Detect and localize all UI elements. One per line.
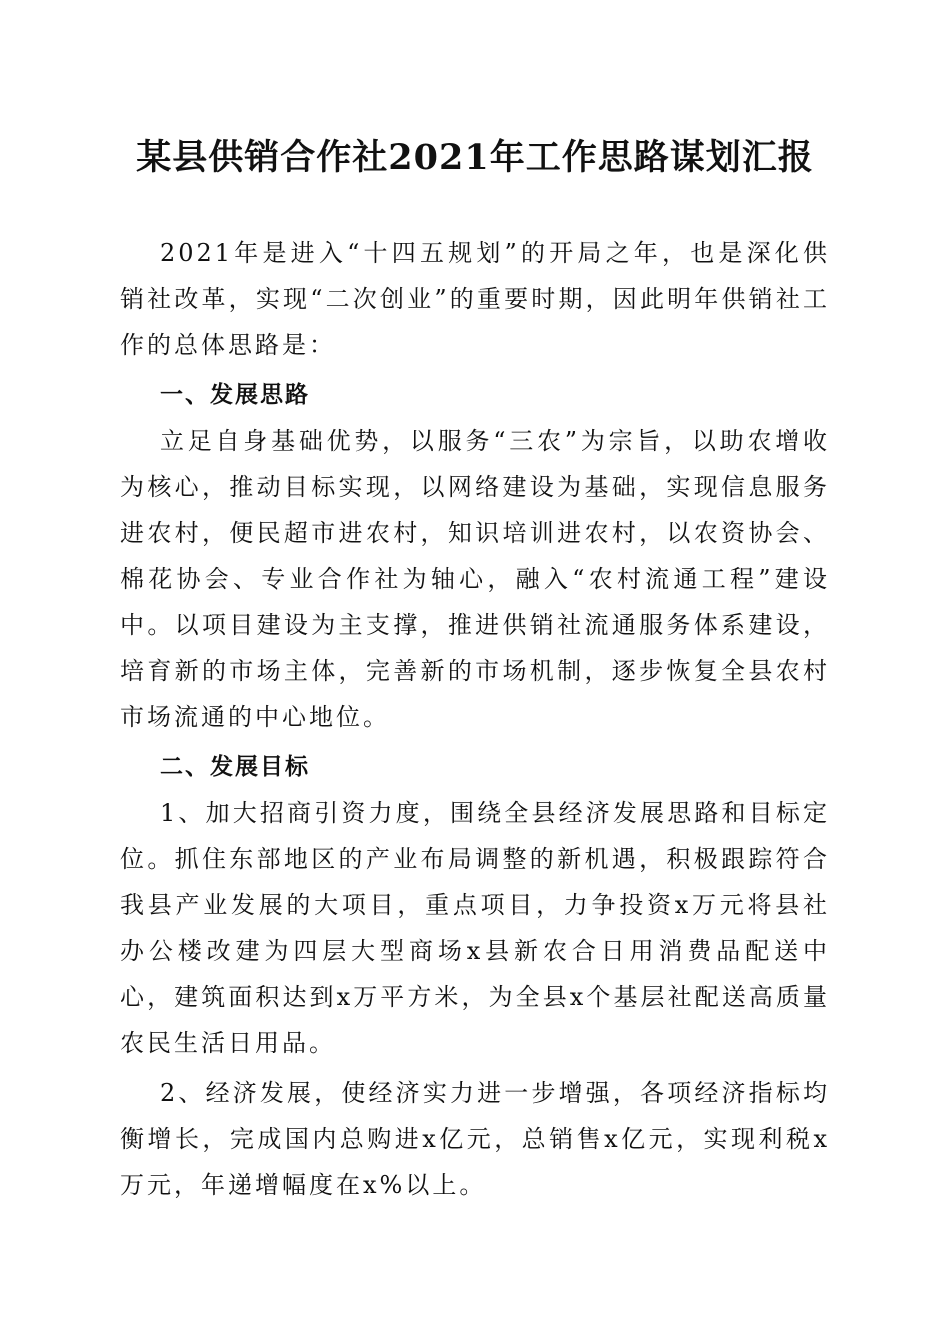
document-body [120, 230, 830, 1208]
section-heading-development-goals: 二、发展目标 [160, 754, 310, 780]
goal-1-paragraph: 1、加大招商引资力度，围绕全县经济发展思路和目标定位。抓住东部地区的产业布局调整的新机遇，积极跟踪符合我县产业发展的大项目，重点项目，力争投资x万元将县社办公楼改建为四层大型商场x县新农合日用消费品配送中心，建筑面积达到x万平方米，为全县x个基层社配送高质量农民生活日用品。 [120, 799, 830, 1057]
intro-paragraph: 2021年是进入“十四五规划”的开局之年，也是深化供销社改革，实现“二次创业”的重要时期，因此明年供销社工作的总体思路是： [120, 239, 830, 359]
document-title: 某县供销合作社2021年工作思路谋划汇报 [136, 137, 814, 178]
section-heading-development-approach: 一、发展思路 [160, 382, 310, 408]
section-1-paragraph: 立足自身基础优势，以服务“三农”为宗旨，以助农增收为核心，推动目标实现，以网络建设为基础，实现信息服务进农村，便民超市进农村，知识培训进农村，以农资协会、棉花协会、专业合作社为轴心，融入“农村流通工程”建设中。以项目建设为主支撑，推进供销社流通服务体系建设，培育新的市场主体，完善新的市场机制，逐步恢复全县农村市场流通的中心地位。 [120, 427, 830, 731]
goal-2-paragraph: 2、经济发展，使经济实力进一步增强，各项经济指标均衡增长，完成国内总购进x亿元，总销售x亿元，实现利税x万元，年递增幅度在x%以上。 [120, 1079, 830, 1199]
